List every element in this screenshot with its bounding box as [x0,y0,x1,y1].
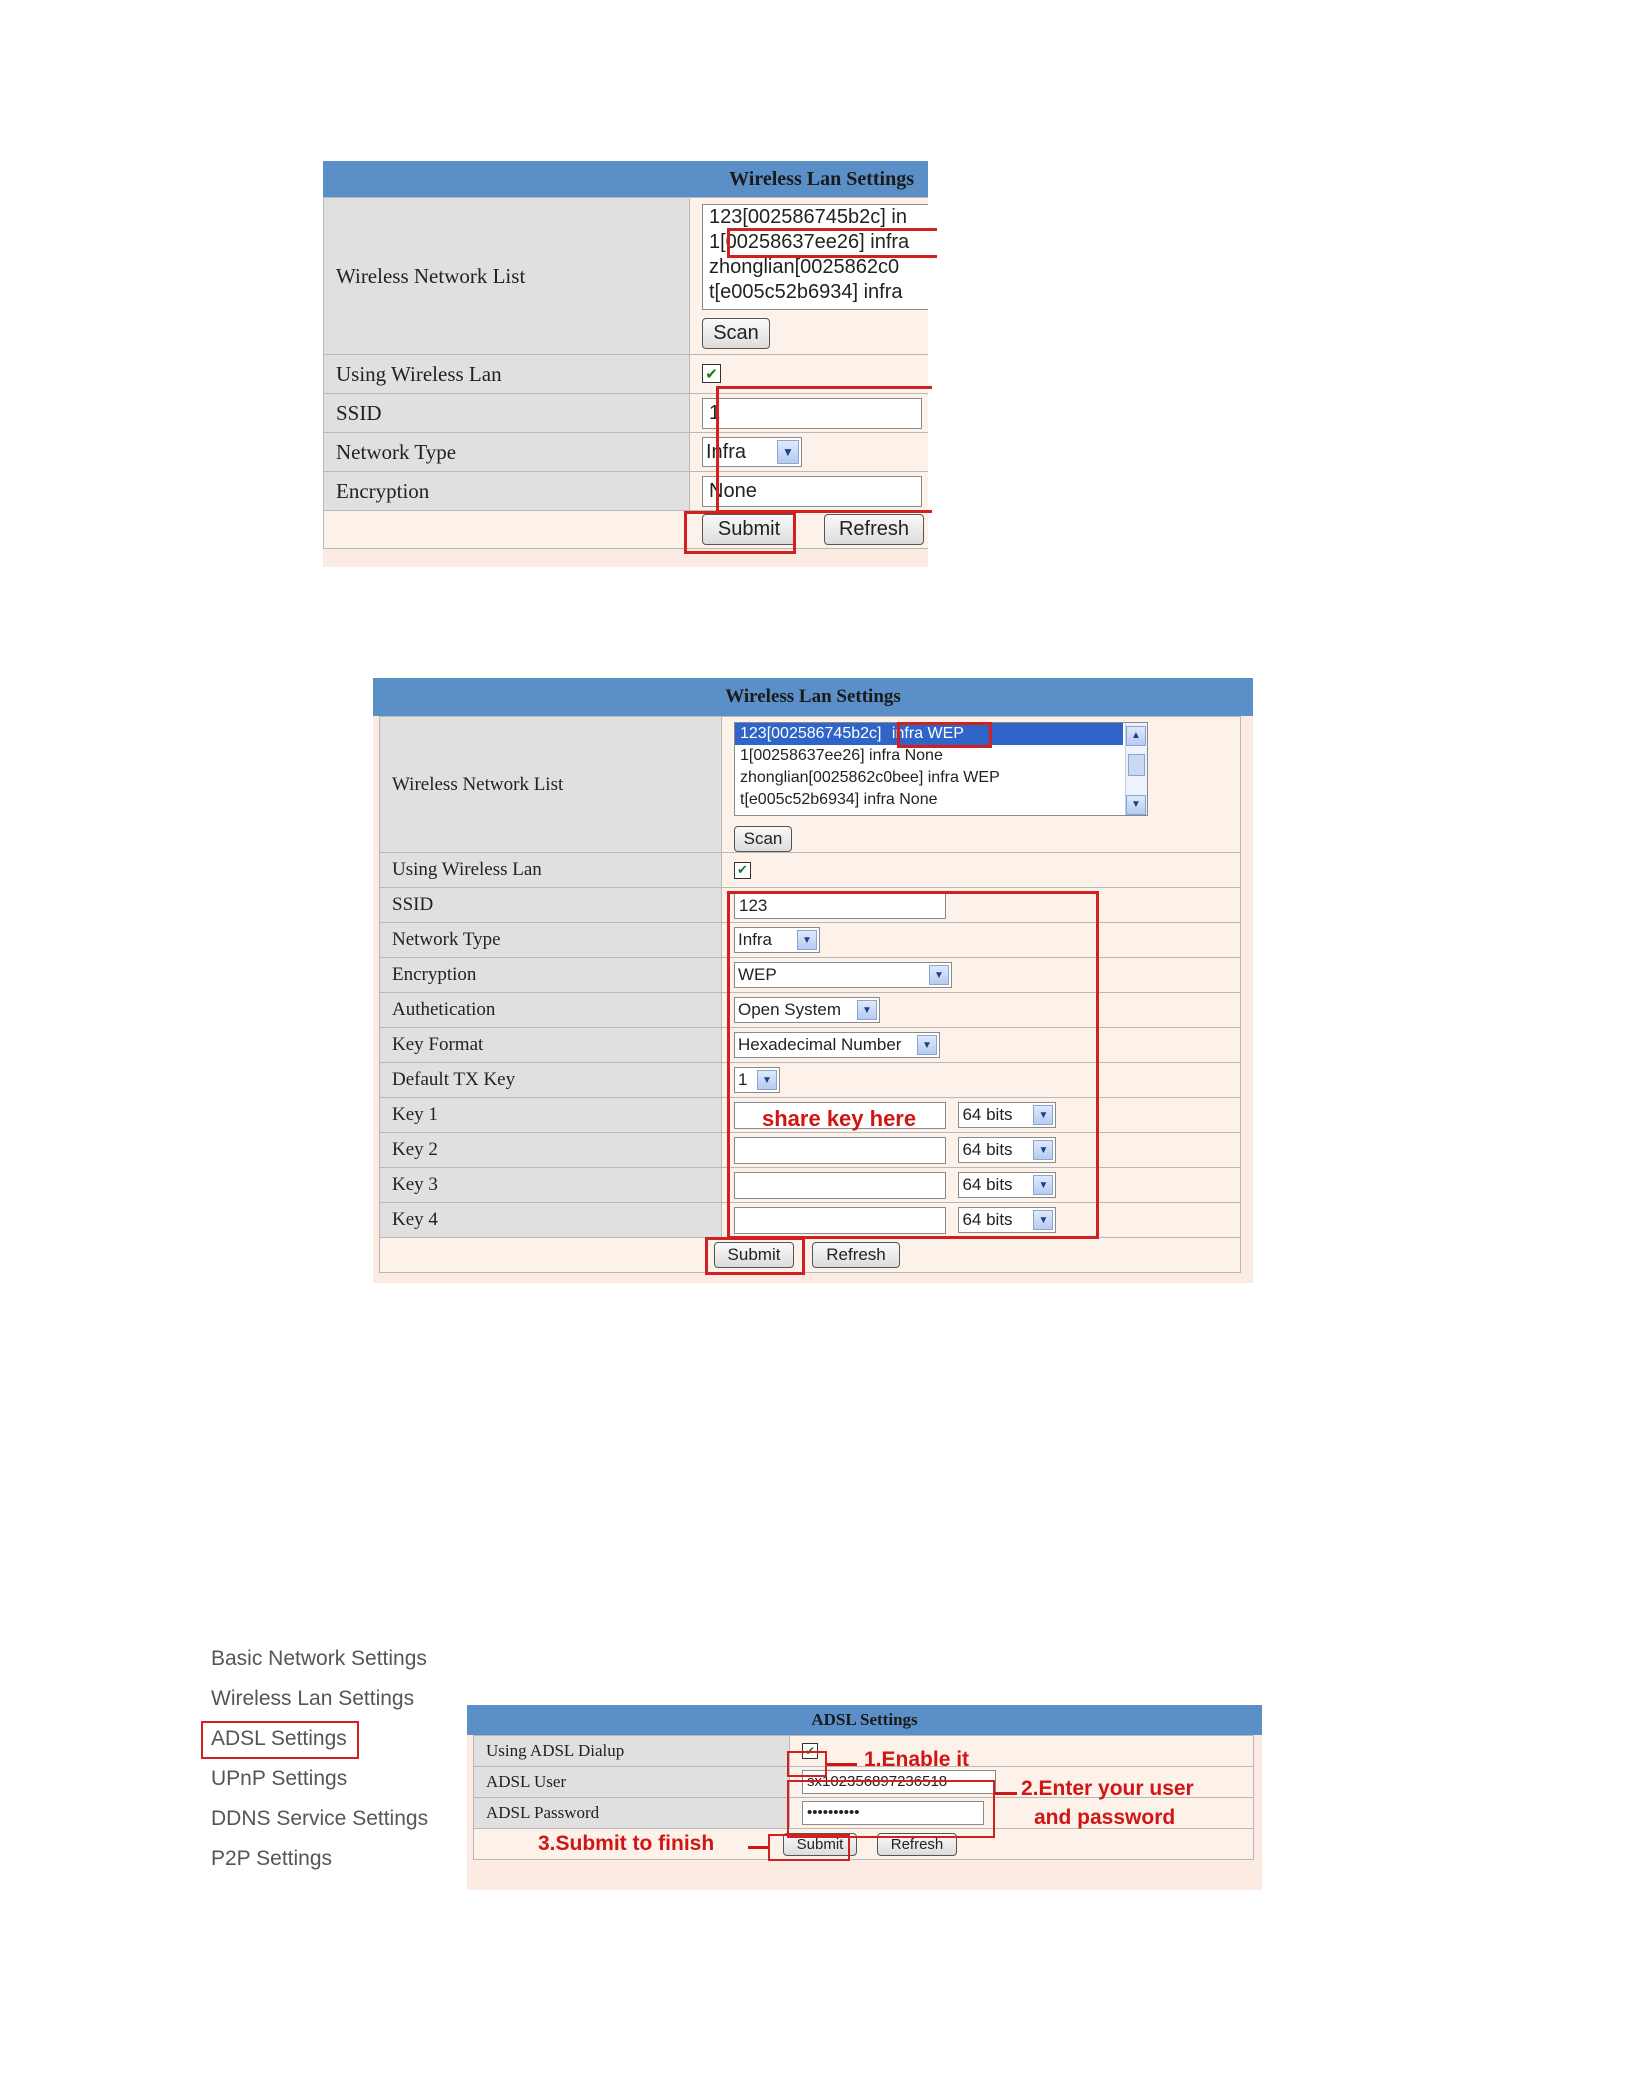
key-3-label: Key 3 [380,1168,722,1203]
scroll-up-icon[interactable]: ▲ [1126,726,1146,746]
sidebar-item-upnp[interactable]: UPnP Settings [211,1767,348,1790]
list-item-info: infra None [863,791,938,808]
scroll-down-icon[interactable]: ▼ [1126,795,1146,815]
list-item[interactable]: t[e005c52b6934] infra [709,281,903,303]
ssid-input[interactable]: 123 [734,892,946,919]
annotation-enter-line1: 2.Enter your user [1021,1777,1194,1800]
submit-button[interactable]: Submit [714,1242,794,1268]
encryption-select[interactable] [734,962,952,988]
key-2-bits-value: 64 bits [962,1140,1013,1159]
chevron-down-icon: ▼ [777,440,799,464]
network-list-label: Wireless Network List [324,198,690,355]
refresh-button[interactable]: Refresh [877,1833,957,1856]
using-wireless-checkbox[interactable] [702,364,721,383]
key-1-label: Key 1 [380,1098,722,1133]
checkmark-icon: ✔ [804,1744,816,1758]
encryption-select[interactable]: None [702,476,922,507]
list-item-info: infra WEP [927,769,1000,786]
sidebar-item-wireless-lan[interactable]: Wireless Lan Settings [211,1687,415,1710]
network-type-label: Network Type [324,433,690,472]
sidebar-item-adsl[interactable]: ADSL Settings [211,1727,347,1750]
list-item[interactable] [735,767,1147,789]
chevron-down-icon: ▼ [1033,1105,1053,1125]
ssid-input[interactable]: 1 [702,398,922,429]
submit-button[interactable]: Submit [783,1833,857,1856]
list-item-info: infra None [869,747,943,764]
key-3-input[interactable] [734,1172,946,1199]
sidebar-item-ddns[interactable]: DDNS Service Settings [211,1807,429,1830]
list-item-ssid: t[e005c52b6934] [740,791,860,808]
auth-label: Authetication [380,993,722,1028]
panel-header: ADSL Settings [467,1705,1262,1735]
adsl-password-input[interactable]: •••••••••• [802,1801,984,1825]
submit-button[interactable]: Submit [702,514,796,545]
chevron-down-icon: ▼ [797,930,817,950]
list-item-selected[interactable] [735,723,1123,745]
default-tx-label: Default TX Key [380,1063,722,1098]
default-tx-select[interactable] [734,1067,780,1093]
settings-table [323,197,928,549]
key-4-bits-value: 64 bits [962,1210,1013,1229]
default-tx-value: 1 [738,1070,748,1089]
scan-button[interactable]: Scan [734,826,792,852]
annotation-connector [748,1846,768,1849]
adsl-dialup-checkbox[interactable] [802,1743,818,1759]
key-4-label: Key 4 [380,1203,722,1238]
key-4-input[interactable] [734,1207,946,1234]
wireless-settings-panel-2 [373,678,1253,1283]
list-item[interactable] [735,789,1147,811]
scroll-thumb[interactable] [1128,754,1145,776]
auth-select[interactable] [734,997,880,1023]
annotation-submit: 3.Submit to finish [538,1832,715,1855]
key-4-bits-select[interactable] [958,1207,1056,1233]
encryption-value: WEP [738,965,777,984]
annotation-connector [995,1792,1017,1795]
chevron-down-icon: ▼ [929,965,949,985]
key-2-label: Key 2 [380,1133,722,1168]
chevron-down-icon: ▼ [857,1000,877,1020]
key-3-bits-value: 64 bits [962,1175,1013,1194]
auth-value: Open System [738,1000,841,1019]
list-item[interactable]: 1[00258637ee26] infra [709,231,910,253]
scan-button[interactable]: Scan [702,318,770,349]
network-listbox[interactable] [734,722,1148,816]
key-3-bits-select[interactable] [958,1172,1056,1198]
ssid-label: SSID [380,888,722,923]
adsl-user-input[interactable]: sx102356897236518 [802,1770,996,1794]
share-key-annotation: share key here [762,1106,917,1131]
chevron-down-icon: ▼ [1033,1175,1053,1195]
list-item-ssid: 123[002586745b2c] [740,725,882,742]
network-type-select[interactable] [702,437,802,467]
list-item-ssid: zhonglian[0025862c0bee] [740,769,924,786]
key-1-bits-value: 64 bits [962,1105,1013,1124]
panel-header: Wireless Lan Settings [323,161,928,197]
list-item-ssid: 1[00258637ee26] [740,747,865,764]
annotation-enter-line2: and password [1034,1806,1176,1829]
network-type-select[interactable] [734,927,820,953]
adsl-password-label: ADSL Password [474,1798,790,1829]
adsl-user-label: ADSL User [474,1767,790,1798]
chevron-down-icon: ▼ [757,1070,777,1090]
sidebar-item-p2p[interactable]: P2P Settings [211,1847,333,1870]
ssid-label: SSID [324,394,690,433]
network-list-label: Wireless Network List [380,717,722,853]
checkmark-icon: ✔ [705,365,718,383]
using-wireless-label: Using Wireless Lan [380,853,722,888]
key-2-input[interactable] [734,1137,946,1164]
refresh-button[interactable]: Refresh [812,1242,900,1268]
list-item-info: infra WEP [891,725,964,742]
key-1-bits-select[interactable] [958,1102,1056,1128]
list-item[interactable] [735,745,1147,767]
encryption-label: Encryption [324,472,690,511]
annotation-connector [827,1763,857,1766]
checkmark-icon: ✔ [737,862,748,877]
chevron-down-icon: ▼ [1033,1140,1053,1160]
panel-header: Wireless Lan Settings [373,678,1253,716]
key-format-value: Hexadecimal Number [738,1035,902,1054]
network-type-value: Infra [738,930,773,949]
chevron-down-icon: ▼ [1033,1210,1053,1230]
using-wireless-checkbox[interactable] [734,862,751,879]
list-item[interactable]: zhonglian[0025862c0 [709,256,900,278]
chevron-down-icon: ▼ [917,1035,937,1055]
scrollbar[interactable] [1125,723,1147,815]
key-format-label: Key Format [380,1028,722,1063]
wireless-settings-panel-1 [323,161,928,567]
refresh-button[interactable]: Refresh [824,514,924,545]
network-type-label: Network Type [380,923,722,958]
sidebar-item-basic-network[interactable]: Basic Network Settings [211,1647,427,1670]
annotation-enable: 1.Enable it [864,1748,970,1771]
using-wireless-label: Using Wireless Lan [324,355,690,394]
settings-table [379,716,1241,1273]
key-format-select[interactable] [734,1032,940,1058]
key-2-bits-select[interactable] [958,1137,1056,1163]
encryption-label: Encryption [380,958,722,993]
network-listbox[interactable] [702,204,928,310]
adsl-dialup-label: Using ADSL Dialup [474,1736,790,1767]
network-type-value: Infra [706,440,747,463]
list-item[interactable]: 123[002586745b2c] in [709,206,907,228]
